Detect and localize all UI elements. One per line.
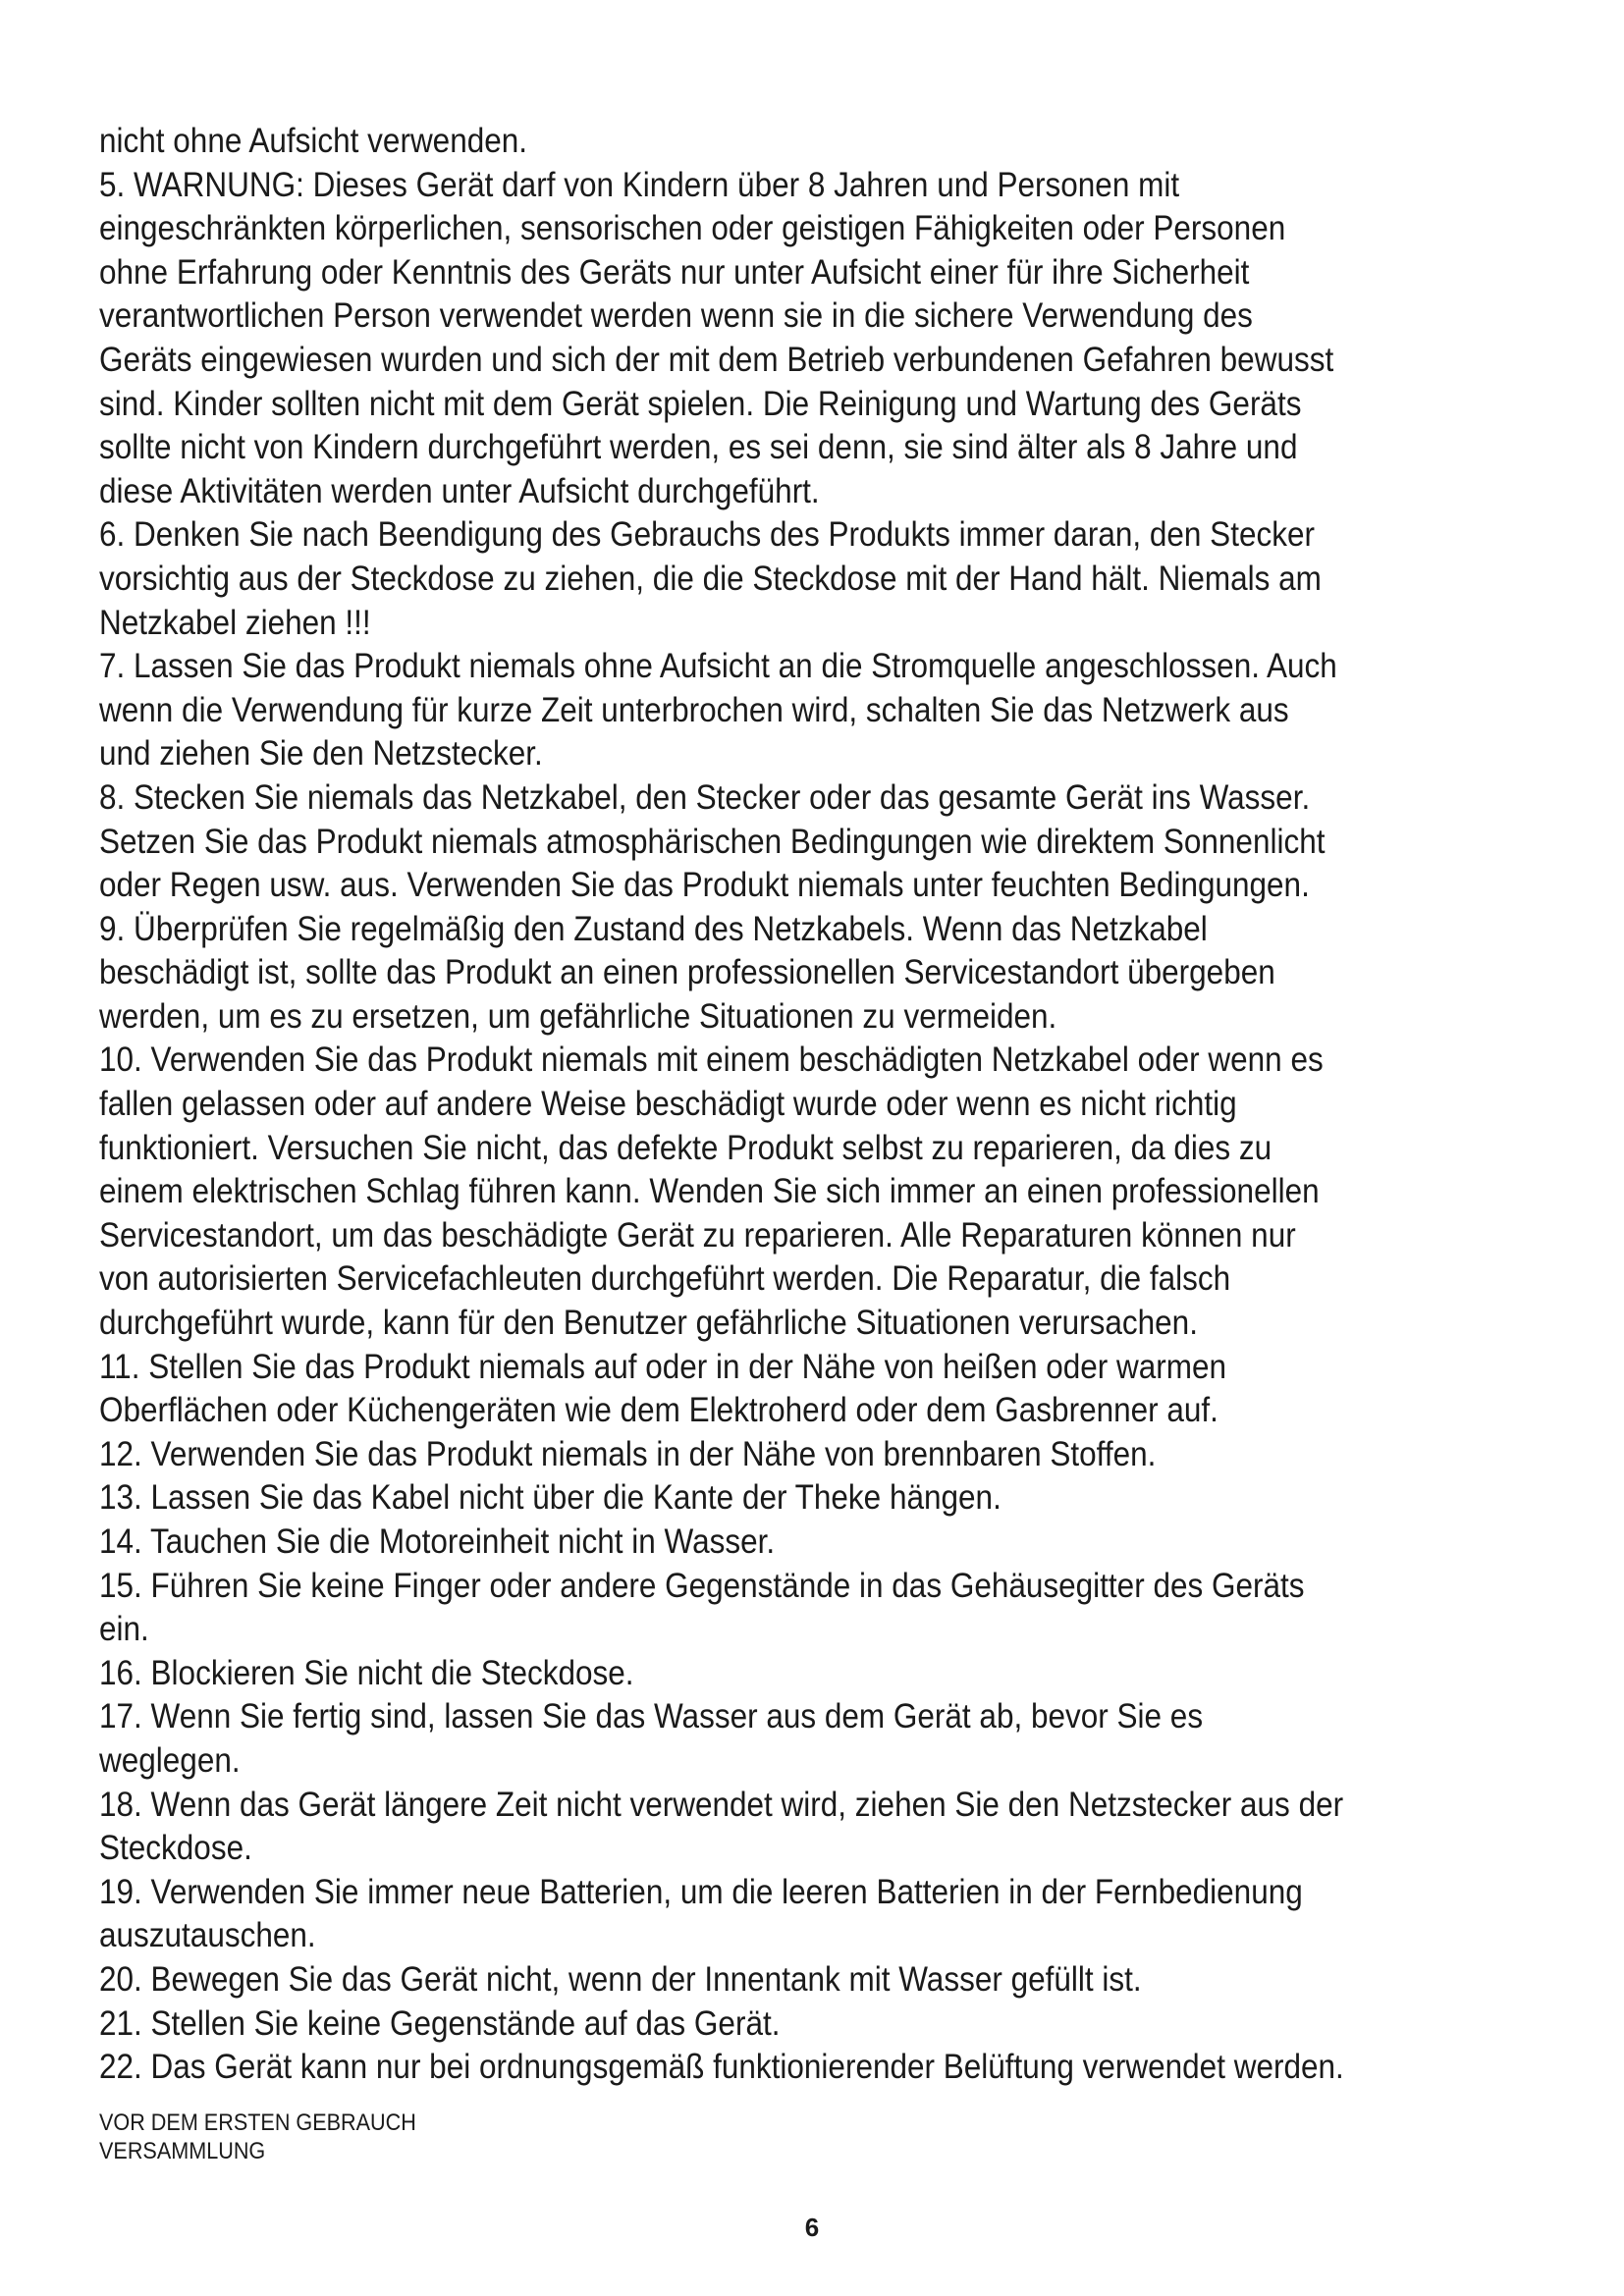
text-line: 21. Stellen Sie keine Gegenstände auf das Gerät. [99, 2003, 781, 2043]
text-line: 13. Lassen Sie das Kabel nicht über die Kante der Theke hängen. [99, 1478, 1001, 1518]
text-line: sollte nicht von Kindern durchgeführt werden, es sei denn, sie sind älter als 8 Jahre und [99, 428, 1298, 467]
text-line: Oberflächen oder Küchengeräten wie dem Elektroherd oder dem Gasbrenner auf. [99, 1391, 1218, 1430]
text-line: ein. [99, 1610, 149, 1649]
text-line: 11. Stellen Sie das Produkt niemals auf oder in der Nähe von heißen oder warmen [99, 1347, 1227, 1386]
text-line: Steckdose. [99, 1829, 252, 1868]
text-line: durchgeführt wurde, kann für den Benutzer gefährliche Situationen verursachen. [99, 1304, 1198, 1343]
section-footer [99, 2109, 416, 2165]
text-line: 17. Wenn Sie fertig sind, lassen Sie das Wasser aus dem Gerät ab, bevor Sie es [99, 1697, 1204, 1736]
page-number: 6 [804, 2213, 820, 2242]
footer-heading-first-use: VOR DEM ERSTEN GEBRAUCH [99, 2109, 416, 2136]
text-line: von autorisierten Servicefachleuten durchgeführt werden. Die Reparatur, die falsch [99, 1259, 1231, 1299]
text-line: und ziehen Sie den Netzstecker. [99, 734, 543, 774]
text-line: 16. Blockieren Sie nicht die Steckdose. [99, 1653, 634, 1692]
text-line: weglegen. [99, 1740, 241, 1780]
text-line: 15. Führen Sie keine Finger oder andere Gegenstände in das Gehäusegitter des Geräts [99, 1566, 1305, 1605]
text-line: beschädigt ist, sollte das Produkt an einen professionellen Servicestandort übergeben [99, 953, 1275, 992]
text-line: 22. Das Gerät kann nur bei ordnungsgemäß funktionierender Belüftung verwendet werden. [99, 2048, 1344, 2087]
text-line: werden, um es zu ersetzen, um gefährliche Situationen zu vermeiden. [99, 996, 1057, 1036]
text-line: verantwortlichen Person verwendet werden wenn sie in die sichere Verwendung des [99, 296, 1253, 336]
text-line: 14. Tauchen Sie die Motoreinheit nicht in Wasser. [99, 1522, 776, 1561]
text-line: einem elektrischen Schlag führen kann. Wenden Sie sich immer an einen professionellen [99, 1172, 1320, 1211]
text-line: sind. Kinder sollten nicht mit dem Gerät spielen. Die Reinigung und Wartung des Geräts [99, 384, 1302, 423]
text-line: 6. Denken Sie nach Beendigung des Gebrauchs des Produkts immer daran, den Stecker [99, 515, 1315, 555]
text-line: 10. Verwenden Sie das Produkt niemals mit einem beschädigten Netzkabel oder wenn es [99, 1041, 1324, 1080]
text-line: auszutauschen. [99, 1916, 316, 1955]
text-line: 8. Stecken Sie niemals das Netzkabel, den Stecker oder das gesamte Gerät ins Wasser. [99, 777, 1311, 817]
text-line: ohne Erfahrung oder Kenntnis des Geräts nur unter Aufsicht einer für ihre Sicherheit [99, 252, 1250, 292]
footer-heading-assembly: VERSAMMLUNG [99, 2138, 266, 2164]
text-line: Servicestandort, um das beschädigte Gerät zu reparieren. Alle Reparaturen können nur [99, 1215, 1296, 1255]
text-line: oder Regen usw. aus. Verwenden Sie das Produkt niemals unter feuchten Bedingungen. [99, 866, 1310, 905]
text-line: vorsichtig aus der Steckdose zu ziehen, die die Steckdose mit der Hand hält. Niemals am [99, 559, 1322, 598]
text-line: diese Aktivitäten werden unter Aufsicht durchgeführt. [99, 471, 820, 510]
text-line: 5. WARNUNG: Dieses Gerät darf von Kindern über 8 Jahren und Personen mit [99, 165, 1180, 204]
text-line: wenn die Verwendung für kurze Zeit unterbrochen wird, schalten Sie das Netzwerk aus [99, 690, 1289, 729]
body-text [99, 120, 1584, 2090]
text-line: Geräts eingewiesen wurden und sich der mit dem Betrieb verbundenen Gefahren bewusst [99, 340, 1334, 379]
text-line: 20. Bewegen Sie das Gerät nicht, wenn der Innentank mit Wasser gefüllt ist. [99, 1959, 1142, 1999]
text-line: funktioniert. Versuchen Sie nicht, das defekte Produkt selbst zu reparieren, da dies zu [99, 1128, 1272, 1167]
text-line: nicht ohne Aufsicht verwenden. [99, 122, 528, 160]
text-line: 9. Überprüfen Sie regelmäßig den Zustand des Netzkabels. Wenn das Netzkabel [99, 909, 1208, 948]
text-line: 19. Verwenden Sie immer neue Batterien, um die leeren Batterien in der Fernbedienung [99, 1872, 1303, 1911]
text-line: eingeschränkten körperlichen, sensorischen oder geistigen Fähigkeiten oder Personen [99, 209, 1286, 248]
text-line: Setzen Sie das Produkt niemals atmosphärischen Bedingungen wie direktem Sonnenlicht [99, 822, 1326, 861]
text-line: fallen gelassen oder auf andere Weise beschädigt wurde oder wenn es nicht richtig [99, 1085, 1237, 1124]
text-line: Netzkabel ziehen !!! [99, 603, 371, 642]
text-line: 18. Wenn das Gerät längere Zeit nicht verwendet wird, ziehen Sie den Netzstecker aus der [99, 1785, 1344, 1824]
text-line: 7. Lassen Sie das Produkt niemals ohne Aufsicht an die Stromquelle angeschlossen. Auch [99, 647, 1337, 686]
text-line: 12. Verwenden Sie das Produkt niemals in der Nähe von brennbaren Stoffen. [99, 1434, 1157, 1473]
